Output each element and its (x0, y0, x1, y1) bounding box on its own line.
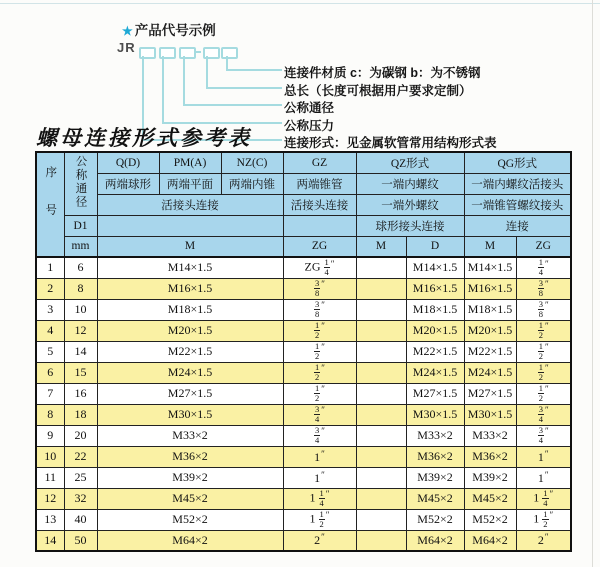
header-union-joint: 活接头连接 (97, 194, 283, 215)
cell-qgzg: 2″ (516, 530, 571, 551)
cell-dn: 20 (64, 425, 97, 446)
cell-zg: 1 $\frac{1}{4}$ ″ (283, 488, 356, 509)
cell-zg: $\frac{1}{2}$ ″ (283, 341, 356, 362)
table-body (36, 257, 571, 551)
table-row (36, 404, 571, 425)
cell-zg: $\frac{3}{8}$ ″ (283, 299, 356, 320)
cell-qgm: M20×1.5 (464, 320, 516, 341)
cell-zg: $\frac{3}{8}$ ″ (283, 278, 356, 299)
cell-qzm (356, 341, 406, 362)
diagram-title (122, 19, 216, 39)
header-col-gz: GZ (283, 152, 356, 173)
cell-no: 3 (36, 299, 64, 320)
cell-dn: 40 (64, 509, 97, 530)
table-row (36, 257, 571, 278)
cell-qzd: M36×2 (406, 446, 464, 467)
cell-qgm: M22×1.5 (464, 341, 516, 362)
cell-qzm (356, 509, 406, 530)
table-row (36, 467, 571, 488)
header-col-q: Q(D) (97, 152, 159, 173)
header-unit-zg: ZG (283, 236, 356, 257)
table-title: 螺母连接形式参考表 (36, 126, 252, 150)
star-icon: ★ (122, 24, 133, 38)
cell-qgzg: 1 $\frac{1}{2}$ ″ (516, 509, 571, 530)
connector-line (183, 104, 282, 106)
header-desc-gz: 两端锥管 (283, 173, 356, 194)
code-dash (194, 51, 201, 53)
cell-qgm: M30×1.5 (464, 404, 516, 425)
code-box-3 (179, 47, 196, 59)
page-edge-right (592, 0, 593, 567)
connector-line (206, 56, 208, 88)
cell-qgzg: $\frac{3}{4}$ ″ (516, 425, 571, 446)
diagram-label-connection: 连接形式：见金属软管常用结构形式表 (284, 136, 497, 150)
table-row (36, 383, 571, 404)
diagram-label-pressure: 公称压力 (284, 119, 335, 133)
cell-zg: $\frac{1}{2}$ ″ (283, 362, 356, 383)
header-col-qg: QG形式 (464, 152, 571, 173)
cell-qzm (356, 488, 406, 509)
header-qz-ball-joint: 球形接头连接 (356, 215, 464, 236)
cell-zg: $\frac{1}{2}$ ″ (283, 383, 356, 404)
cell-qgzg: $\frac{1}{4}$ ″ (516, 257, 571, 278)
cell-m: M22×1.5 (97, 341, 283, 362)
diagram-label-length: 总长（长度可根据用户要求定制） (284, 84, 472, 98)
cell-qzd: M22×1.5 (406, 341, 464, 362)
table-header (36, 152, 571, 257)
cell-m: M14×1.5 (97, 257, 283, 278)
cell-no: 8 (36, 404, 64, 425)
cell-dn: 6 (64, 257, 97, 278)
cell-m: M16×1.5 (97, 278, 283, 299)
cell-qzm (356, 404, 406, 425)
reference-table (35, 151, 572, 552)
cell-m: M39×2 (97, 467, 283, 488)
cell-zg: 1 $\frac{1}{2}$ ″ (283, 509, 356, 530)
diagram-title-text: 产品代号示例 (134, 23, 216, 38)
cell-qgm: M52×2 (464, 509, 516, 530)
table-row (36, 299, 571, 320)
table-row (36, 278, 571, 299)
cell-qzm (356, 362, 406, 383)
header-col-qz: QZ形式 (356, 152, 464, 173)
cell-no: 13 (36, 509, 64, 530)
header-union-joint-gz: 活接头连接 (283, 194, 356, 215)
cell-dn: 15 (64, 362, 97, 383)
table-row (36, 425, 571, 446)
cell-qgm: M45×2 (464, 488, 516, 509)
cell-m: M27×1.5 (97, 383, 283, 404)
connector-line (206, 87, 282, 89)
cell-qzm (356, 278, 406, 299)
header-desc-qg: 一端内螺纹活接头 (464, 173, 571, 194)
cell-dn: 32 (64, 488, 97, 509)
header-unit-m: M (97, 236, 283, 257)
cell-qgzg: $\frac{3}{8}$ ″ (516, 299, 571, 320)
cell-no: 14 (36, 530, 64, 551)
cell-m: M33×2 (97, 425, 283, 446)
cell-qgzg: $\frac{1}{2}$ ″ (516, 383, 571, 404)
header-empty (283, 215, 356, 236)
connector-line (183, 56, 185, 105)
cell-zg: 1″ (283, 446, 356, 467)
table-row (36, 320, 571, 341)
cell-qgzg: $\frac{3}{4}$ ″ (516, 404, 571, 425)
cell-m: M45×2 (97, 488, 283, 509)
cell-zg: 1″ (283, 467, 356, 488)
diagram-label-diameter: 公称通径 (284, 101, 335, 115)
cell-m: M64×2 (97, 530, 283, 551)
cell-qgzg: $\frac{3}{8}$ ″ (516, 278, 571, 299)
cell-qgzg: $\frac{1}{2}$ ″ (516, 341, 571, 362)
cell-qgzg: 1 $\frac{1}{4}$ ″ (516, 488, 571, 509)
cell-dn: 8 (64, 278, 97, 299)
cell-qzd: M16×1.5 (406, 278, 464, 299)
cell-qgm: M18×1.5 (464, 299, 516, 320)
cell-m: M20×1.5 (97, 320, 283, 341)
header-qz-external: 一端外螺纹 (356, 194, 464, 215)
header-empty (97, 215, 283, 236)
cell-qzm (356, 467, 406, 488)
cell-m: M30×1.5 (97, 404, 283, 425)
cell-qgzg: $\frac{1}{2}$ ″ (516, 320, 571, 341)
cell-qzd: M33×2 (406, 425, 464, 446)
cell-dn: 22 (64, 446, 97, 467)
header-seq: 序号 (36, 152, 64, 257)
cell-m: M52×2 (97, 509, 283, 530)
cell-no: 1 (36, 257, 64, 278)
cell-no: 9 (36, 425, 64, 446)
cell-m: M36×2 (97, 446, 283, 467)
cell-qzd: M30×1.5 (406, 404, 464, 425)
header-dn: 公称通径 (64, 152, 97, 215)
table-row (36, 509, 571, 530)
table-row (36, 341, 571, 362)
cell-dn: 12 (64, 320, 97, 341)
header-d1: D1 (64, 215, 97, 236)
cell-no: 7 (36, 383, 64, 404)
connector-line (162, 56, 164, 123)
cell-qgm: M64×2 (464, 530, 516, 551)
cell-qzd: M27×1.5 (406, 383, 464, 404)
cell-dn: 18 (64, 404, 97, 425)
cell-zg: ZG $\frac{1}{4}$ ″ (283, 257, 356, 278)
cell-no: 11 (36, 467, 64, 488)
cell-qzd: M39×2 (406, 467, 464, 488)
header-desc-nz: 两端内锥 (221, 173, 283, 194)
cell-zg: $\frac{3}{4}$ ″ (283, 425, 356, 446)
cell-qzd: M14×1.5 (406, 257, 464, 278)
cell-qzm (356, 257, 406, 278)
cell-zg: $\frac{3}{4}$ ″ (283, 404, 356, 425)
header-qg-connect: 连接 (464, 215, 571, 236)
cell-zg: 2″ (283, 530, 356, 551)
page-edge-top (0, 3, 600, 4)
header-col-nz: NZ(C) (221, 152, 283, 173)
header-unit-qz-m: M (356, 236, 406, 257)
header-qg-taper: 一端锥管螺纹接头 (464, 194, 571, 215)
header-unit-qg-m: M (464, 236, 516, 257)
cell-no: 2 (36, 278, 64, 299)
cell-qzd: M24×1.5 (406, 362, 464, 383)
cell-qgm: M33×2 (464, 425, 516, 446)
header-unit-qg-zg: ZG (516, 236, 571, 257)
cell-qzm (356, 320, 406, 341)
cell-qgm: M27×1.5 (464, 383, 516, 404)
cell-no: 10 (36, 446, 64, 467)
table-row (36, 530, 571, 551)
connector-line (226, 69, 282, 71)
header-desc-qz: 一端内螺纹 (356, 173, 464, 194)
cell-qzm (356, 383, 406, 404)
cell-qgm: M24×1.5 (464, 362, 516, 383)
cell-qgm: M39×2 (464, 467, 516, 488)
cell-no: 4 (36, 320, 64, 341)
cell-dn: 25 (64, 467, 97, 488)
cell-zg: $\frac{1}{2}$ ″ (283, 320, 356, 341)
cell-m: M18×1.5 (97, 299, 283, 320)
cell-qgzg: 1″ (516, 467, 571, 488)
cell-qzd: M52×2 (406, 509, 464, 530)
cell-qgm: M16×1.5 (464, 278, 516, 299)
cell-qzd: M45×2 (406, 488, 464, 509)
cell-qzm (356, 530, 406, 551)
cell-no: 12 (36, 488, 64, 509)
cell-dn: 10 (64, 299, 97, 320)
cell-no: 6 (36, 362, 64, 383)
connector-line (226, 56, 228, 70)
cell-dn: 14 (64, 341, 97, 362)
cell-qzd: M20×1.5 (406, 320, 464, 341)
header-unit-qz-d: D (406, 236, 464, 257)
cell-qzm (356, 299, 406, 320)
header-col-pm: PM(A) (159, 152, 221, 173)
cell-qzd: M64×2 (406, 530, 464, 551)
diagram-label-material: 连接件材质 c：为碳钢 b：为不锈钢 (284, 66, 481, 80)
code-box-5 (221, 47, 238, 59)
cell-qzm (356, 446, 406, 467)
code-prefix: JR (117, 40, 136, 55)
cell-m: M24×1.5 (97, 362, 283, 383)
header-desc-q: 两端球形 (97, 173, 159, 194)
cell-qzm (356, 425, 406, 446)
cell-qgzg: 1″ (516, 446, 571, 467)
table-row (36, 488, 571, 509)
cell-qgzg: $\frac{1}{2}$ ″ (516, 362, 571, 383)
table-row (36, 362, 571, 383)
cell-qgm: M14×1.5 (464, 257, 516, 278)
header-desc-pm: 两端平面 (159, 173, 221, 194)
cell-dn: 16 (64, 383, 97, 404)
header-mm: mm (64, 236, 97, 257)
table-row (36, 446, 571, 467)
cell-dn: 50 (64, 530, 97, 551)
cell-no: 5 (36, 341, 64, 362)
cell-qgm: M36×2 (464, 446, 516, 467)
cell-qzd: M18×1.5 (406, 299, 464, 320)
